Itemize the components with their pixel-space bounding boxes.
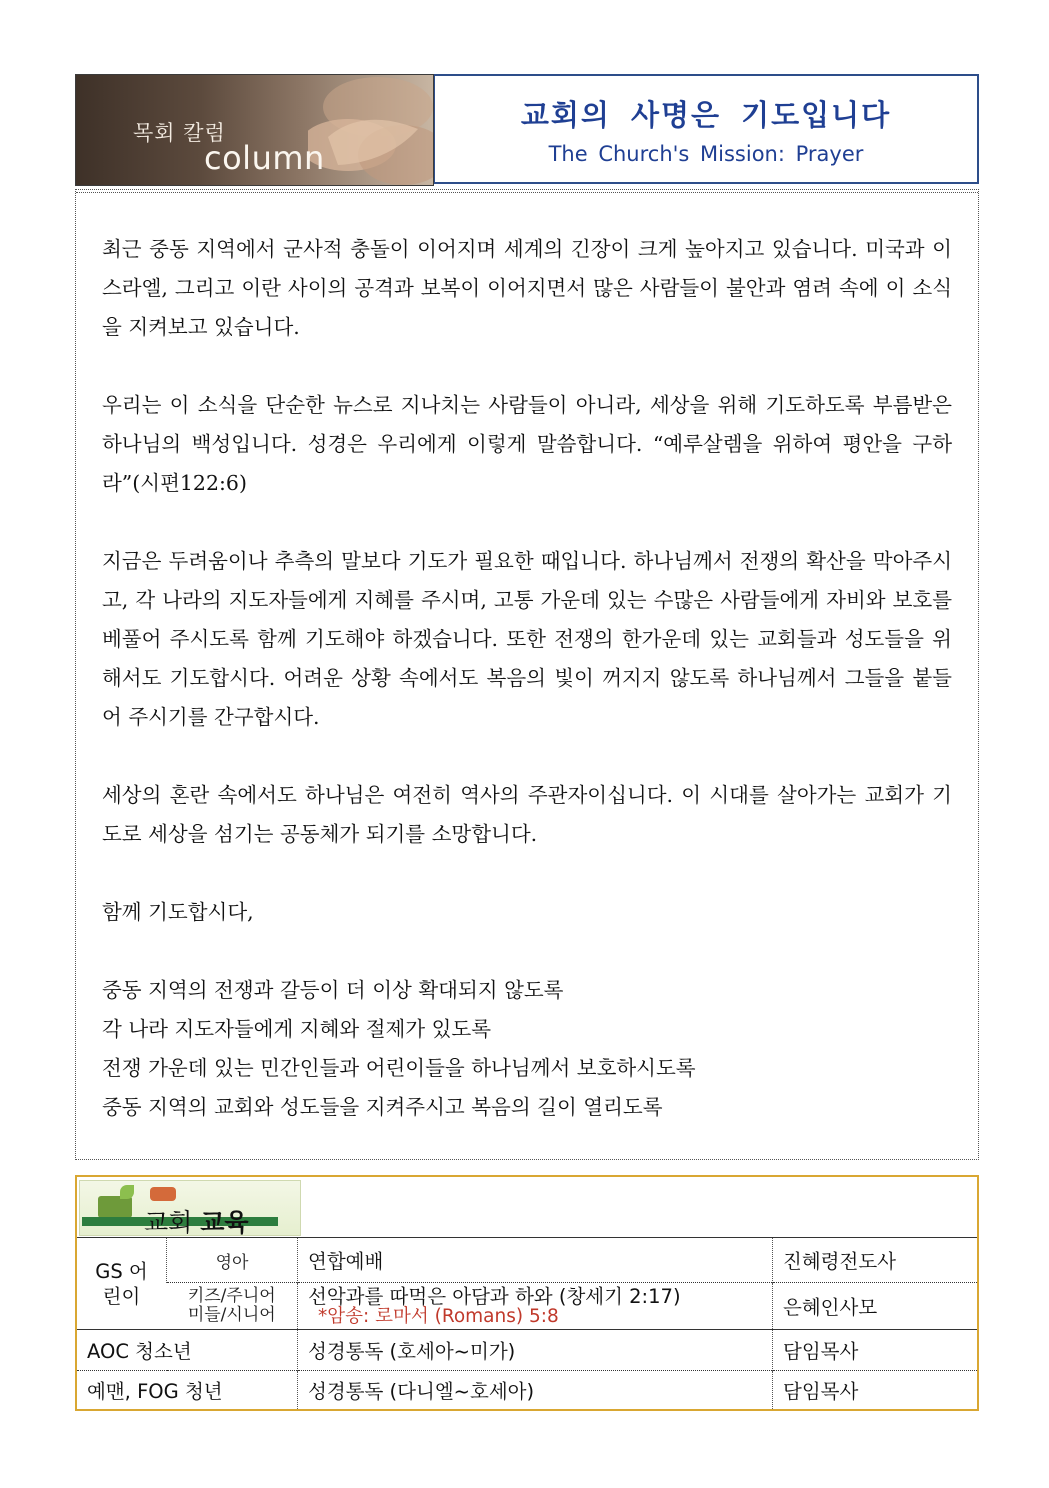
column-banner — [75, 74, 434, 186]
memory-verse: *암송: 로마서 (Romans) 5:8 — [318, 1306, 559, 1327]
page-subtitle: The Church's Mission: Prayer — [548, 141, 864, 166]
sublabel-line: 미들/시니어 — [187, 1305, 276, 1325]
table-cell-content: 성경통독 (호세아~미가) — [298, 1330, 773, 1371]
table-cell-content: 연합예배 — [298, 1238, 773, 1283]
table-row — [77, 1238, 977, 1283]
education-banner — [79, 1180, 301, 1236]
table-cell-content — [298, 1283, 773, 1330]
list-item: 전쟁 가운데 있는 민간인들과 어린이들을 하나님께서 보호하시도록 — [102, 1056, 696, 1080]
table-row — [77, 1283, 977, 1330]
plant-pot-icon — [98, 1196, 132, 1218]
table-cell-sublabel — [167, 1283, 298, 1330]
paragraph: 함께 기도합시다, — [102, 900, 254, 924]
list-item: 중동 지역의 교회와 성도들을 지켜주시고 복음의 길이 열리도록 — [102, 1095, 663, 1119]
praying-hands-icon — [308, 74, 434, 186]
list-item: 각 나라 지도자들에게 지혜와 절제가 있도록 — [102, 1017, 492, 1041]
paragraph: 지금은 두려움이나 추측의 말보다 기도가 필요한 때입니다. 하나님께서 전쟁의 확산을 막아주시고, 각 나라의 지도자들에게 지혜를 주시며, 고통 가운데 있는 수많은 사람들에게 자비와 보호를 베풀어 주시도록 함께 기도해야 하겠습니다. 또한 전쟁의 한가운데 있는 교회들과 성도들을 위해서도 기도합시다. 어려운 상황 속에서도 복음의 빛이 꺼지지 않도록 하나님께서 그들을 붙들어 주시기를 간구합시다. — [102, 549, 952, 729]
leaf-icon — [120, 1185, 134, 1199]
column-header — [75, 74, 979, 186]
education-title — [144, 1203, 249, 1239]
table-cell-content: 성경통독 (다니엘~호세아) — [298, 1371, 773, 1410]
list-item: 중동 지역의 전쟁과 갈등이 더 이상 확대되지 않도록 — [102, 978, 564, 1002]
table-cell-leader: 진혜령전도사 — [773, 1238, 978, 1283]
table-cell-group: GS 어린이 — [77, 1238, 167, 1330]
watering-can-icon — [150, 1187, 176, 1201]
lesson-title: 선악과를 따먹은 아담과 하와 (창세기 2:17) — [308, 1285, 681, 1308]
education-section — [75, 1175, 979, 1411]
table-row — [77, 1371, 977, 1410]
table-cell-leader: 은혜인사모 — [773, 1283, 978, 1330]
education-table — [77, 1237, 977, 1409]
table-cell-sublabel: 영아 — [167, 1238, 298, 1283]
table-cell-leader: 담임목사 — [773, 1330, 978, 1371]
table-row — [77, 1330, 977, 1371]
paragraph: 최근 중동 지역에서 군사적 충돌이 이어지며 세계의 긴장이 크게 높아지고 있습니다. 미국과 이스라엘, 그리고 이란 사이의 공격과 보복이 이어지면서 많은 사람들이 불안과 염려 속에 이 소식을 지켜보고 있습니다. — [102, 237, 952, 339]
paragraph: 우리는 이 소식을 단순한 뉴스로 지나치는 사람들이 아니라, 세상을 위해 기도하도록 부름받은 하나님의 백성입니다. 성경은 우리에게 이렇게 말씀합니다. “예루살렘을 위하여 평안을 구하라”(시편122:6) — [102, 393, 952, 495]
table-cell-leader: 담임목사 — [773, 1371, 978, 1410]
prayer-list — [102, 971, 696, 1127]
banner-korean-label: 목회 칼럼 — [133, 121, 226, 145]
column-body — [75, 189, 979, 1160]
sublabel-line: 키즈/주니어 — [187, 1286, 276, 1306]
table-cell-group: AOC 청소년 — [77, 1330, 298, 1371]
education-title-plain: 교회 — [144, 1208, 193, 1237]
banner-english-label: column — [204, 139, 325, 177]
paragraph: 세상의 혼란 속에서도 하나님은 여전히 역사의 주관자이십니다. 이 시대를 살아가는 교회가 기도로 세상을 섬기는 공동체가 되기를 소망합니다. — [102, 783, 952, 846]
education-title-bold: 교육 — [200, 1208, 249, 1237]
table-cell-group: 예맨, FOG 청년 — [77, 1371, 298, 1410]
title-box — [433, 74, 979, 184]
page-title: 교회의 사명은 기도입니다 — [520, 97, 892, 132]
